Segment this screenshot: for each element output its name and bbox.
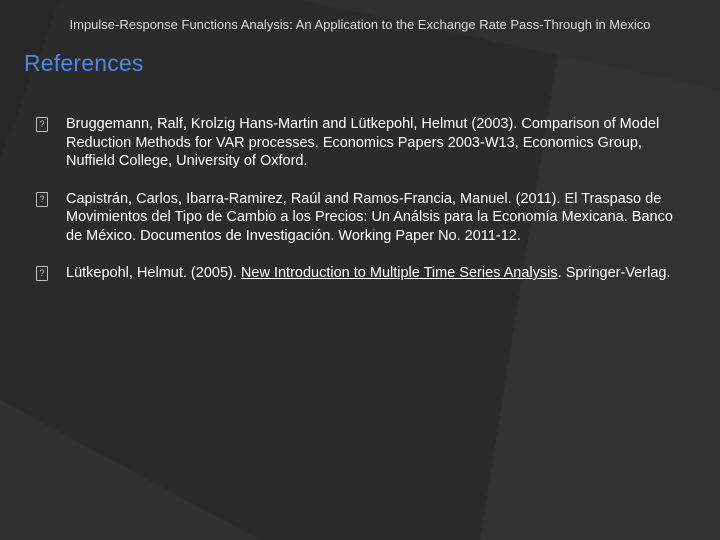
bg-shape-top <box>300 0 720 90</box>
slide-header: Impulse-Response Functions Analysis: An Application to the Exchange Rate Pass-Through in Mexico <box>69 17 651 32</box>
reference-item <box>36 115 686 171</box>
reference-text: Bruggemann, Ralf, Krolzig Hans-Martin and Lütkepohl, Helmut (2003). Comparison of Model Reduction Methods for VAR processes. Economics Papers 2003-W13, Economics Group, Nuffield College, University of Oxford. <box>66 116 660 169</box>
reference-list <box>36 115 686 302</box>
bg-shape-left <box>0 400 260 540</box>
reference-text: Capistrán, Carlos, Ibarra-Ramirez, Raúl and Ramos-Francia, Manuel. (2011). El Traspaso de Movimientos del Tipo de Cambio a los Precios: Un Análsis para la Economía Mexicana. Banco de México. Documentos de Investigación. Working Paper No. 2011-12. <box>66 190 673 244</box>
reference-link[interactable]: New Introduction to Multiple Time Series Analysis <box>240 265 558 281</box>
reference-text-after: . Springer-Verlag. <box>557 265 671 281</box>
missing-glyph-icon: ? <box>36 117 48 132</box>
missing-glyph-icon: ? <box>36 192 48 207</box>
reference-item <box>36 264 686 283</box>
reference-text-before: Lütkepohl, Helmut. (2005). <box>66 265 241 281</box>
reference-item <box>36 190 686 246</box>
page-title: References <box>24 50 144 76</box>
missing-glyph-icon: ? <box>36 266 48 281</box>
